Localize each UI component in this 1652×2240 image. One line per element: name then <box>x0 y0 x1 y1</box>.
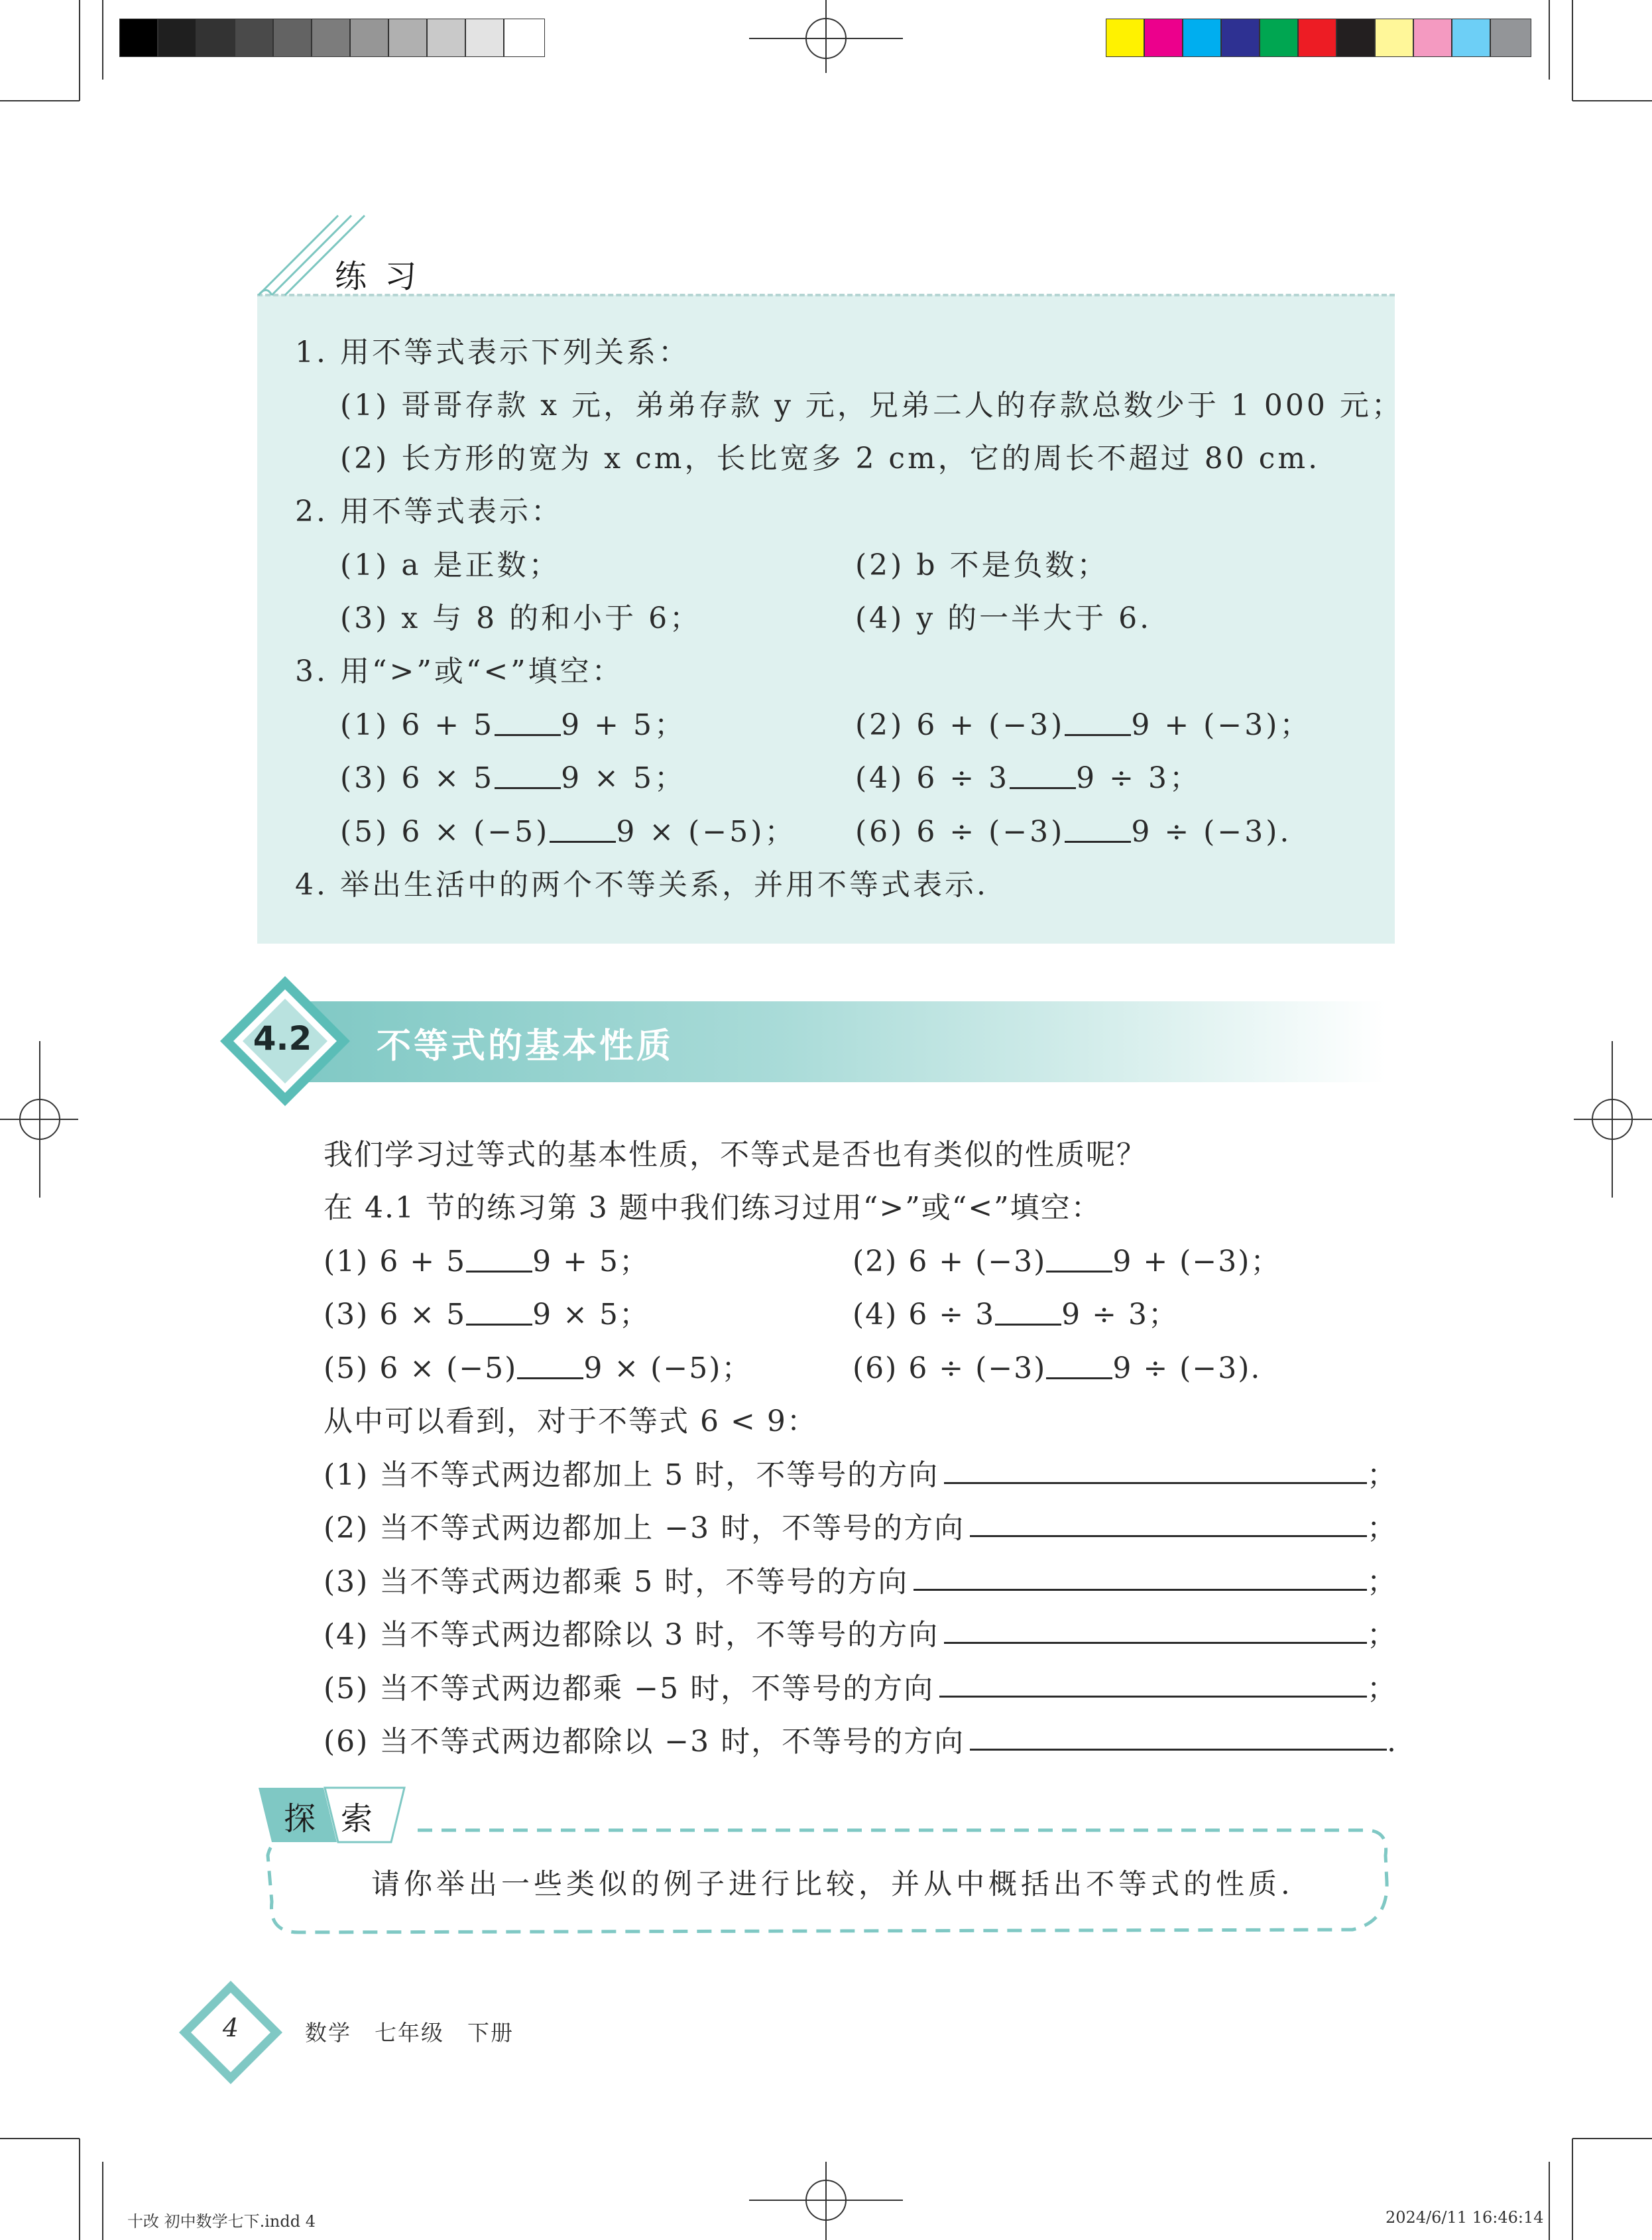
answer-blank[interactable] <box>939 1669 1367 1698</box>
exercise-fill-right: (6) 6 ÷ (−3) 9 ÷ (−3). <box>855 815 1292 849</box>
section-number: 4.2 <box>253 1019 312 1058</box>
fill-left: (5) 6 × (−5) 9 × (−5)； <box>324 1351 752 1385</box>
exercise-heading: 练 习 <box>335 258 421 295</box>
property-line: (4) 当不等式两边都除以 3 时，不等号的方向 ； <box>324 1615 1397 1655</box>
answer-blank[interactable] <box>550 814 616 843</box>
explore-text: 请你举出一些类似的例子进行比较，并从中概括出不等式的性质. <box>371 1868 1294 1901</box>
answer-blank[interactable] <box>495 708 561 736</box>
answer-blank[interactable] <box>1010 761 1076 789</box>
exercise-item: 1. 用不等式表示下列关系： <box>295 336 690 369</box>
answer-blank[interactable] <box>914 1562 1367 1591</box>
date-slug: 2024/6/11 16:46:14 <box>1386 2208 1544 2227</box>
answer-blank[interactable] <box>970 1509 1367 1537</box>
intro-text: 我们学习过等式的基本性质，不等式是否也有类似的性质呢？ <box>324 1138 1147 1172</box>
exercise-fill-right: (2) 6 + (−3) 9 + (−3)； <box>855 708 1312 742</box>
exercise-item: 3. 用“>”或“<”填空： <box>295 654 624 688</box>
observe-text: 从中可以看到，对于不等式 6 < 9： <box>324 1404 817 1438</box>
section-title: 不等式的基本性质 <box>377 1027 674 1066</box>
answer-blank[interactable] <box>466 1297 532 1326</box>
answer-blank[interactable] <box>1046 1351 1112 1379</box>
property-line: (6) 当不等式两边都除以 −3 时，不等号的方向 . <box>324 1722 1397 1762</box>
exercise-item: 2. 用不等式表示： <box>295 495 563 529</box>
fill-right: (4) 6 ÷ 3 9 ÷ 3； <box>853 1298 1179 1332</box>
exercise-subitem: (1) a 是正数； <box>340 548 561 582</box>
fill-right: (2) 6 + (−3) 9 + (−3)； <box>853 1245 1281 1278</box>
exercise-subitem: (3) x 与 8 的和小于 6； <box>340 601 702 635</box>
answer-blank[interactable] <box>1065 708 1131 736</box>
exercise-item: (2) 长方形的宽为 x cm，长比宽多 2 cm，它的周长不超过 80 cm. <box>340 442 1321 475</box>
fill-right: (6) 6 ÷ (−3) 9 ÷ (−3). <box>853 1351 1262 1385</box>
answer-blank[interactable] <box>944 1615 1367 1644</box>
answer-blank[interactable] <box>970 1722 1387 1751</box>
exercise-subitem: (4) y 的一半大于 6. <box>855 601 1152 635</box>
fill-left: (1) 6 + 5 9 + 5； <box>324 1245 650 1278</box>
answer-blank[interactable] <box>1046 1244 1112 1273</box>
page-number: 4 <box>222 2013 239 2042</box>
exercise-fill-left: (1) 6 + 5 9 + 5； <box>340 708 686 742</box>
answer-blank[interactable] <box>1065 814 1131 843</box>
explore-label-1: 探 <box>284 1800 316 1837</box>
exercise-subitem: (2) b 不是负数； <box>855 548 1109 582</box>
answer-blank[interactable] <box>466 1244 532 1273</box>
exercise-divider <box>257 294 1395 296</box>
answer-blank[interactable] <box>495 761 561 789</box>
explore-label-2: 索 <box>341 1800 373 1837</box>
intro-text: 在 4.1 节的练习第 3 题中我们练习过用“>”或“<”填空： <box>324 1191 1102 1225</box>
property-line: (3) 当不等式两边都乘 5 时，不等号的方向 ； <box>324 1562 1397 1602</box>
file-slug: 十改 初中数学七下.indd 4 <box>127 2212 316 2231</box>
fill-left: (3) 6 × 5 9 × 5； <box>324 1298 650 1332</box>
exercise-fill-left: (3) 6 × 5 9 × 5； <box>340 761 686 795</box>
exercise-fill-left: (5) 6 × (−5) 9 × (−5)； <box>340 815 797 849</box>
answer-blank[interactable] <box>995 1297 1061 1326</box>
answer-blank[interactable] <box>944 1456 1367 1484</box>
exercise-item: (1) 哥哥存款 x 元，弟弟存款 y 元，兄弟二人的存款总数少于 1 000 元； <box>340 389 1403 422</box>
answer-blank[interactable] <box>517 1351 583 1379</box>
property-line: (1) 当不等式两边都加上 5 时，不等号的方向 ； <box>324 1456 1397 1495</box>
property-line: (5) 当不等式两边都乘 −5 时，不等号的方向 ； <box>324 1669 1397 1709</box>
book-title: 数学 七年级 下册 <box>305 2020 514 2046</box>
property-line: (2) 当不等式两边都加上 −3 时，不等号的方向 ； <box>324 1509 1397 1548</box>
exercise-fill-right: (4) 6 ÷ 3 9 ÷ 3； <box>855 761 1201 795</box>
exercise-item: 4. 举出生活中的两个不等关系，并用不等式表示. <box>295 868 988 902</box>
